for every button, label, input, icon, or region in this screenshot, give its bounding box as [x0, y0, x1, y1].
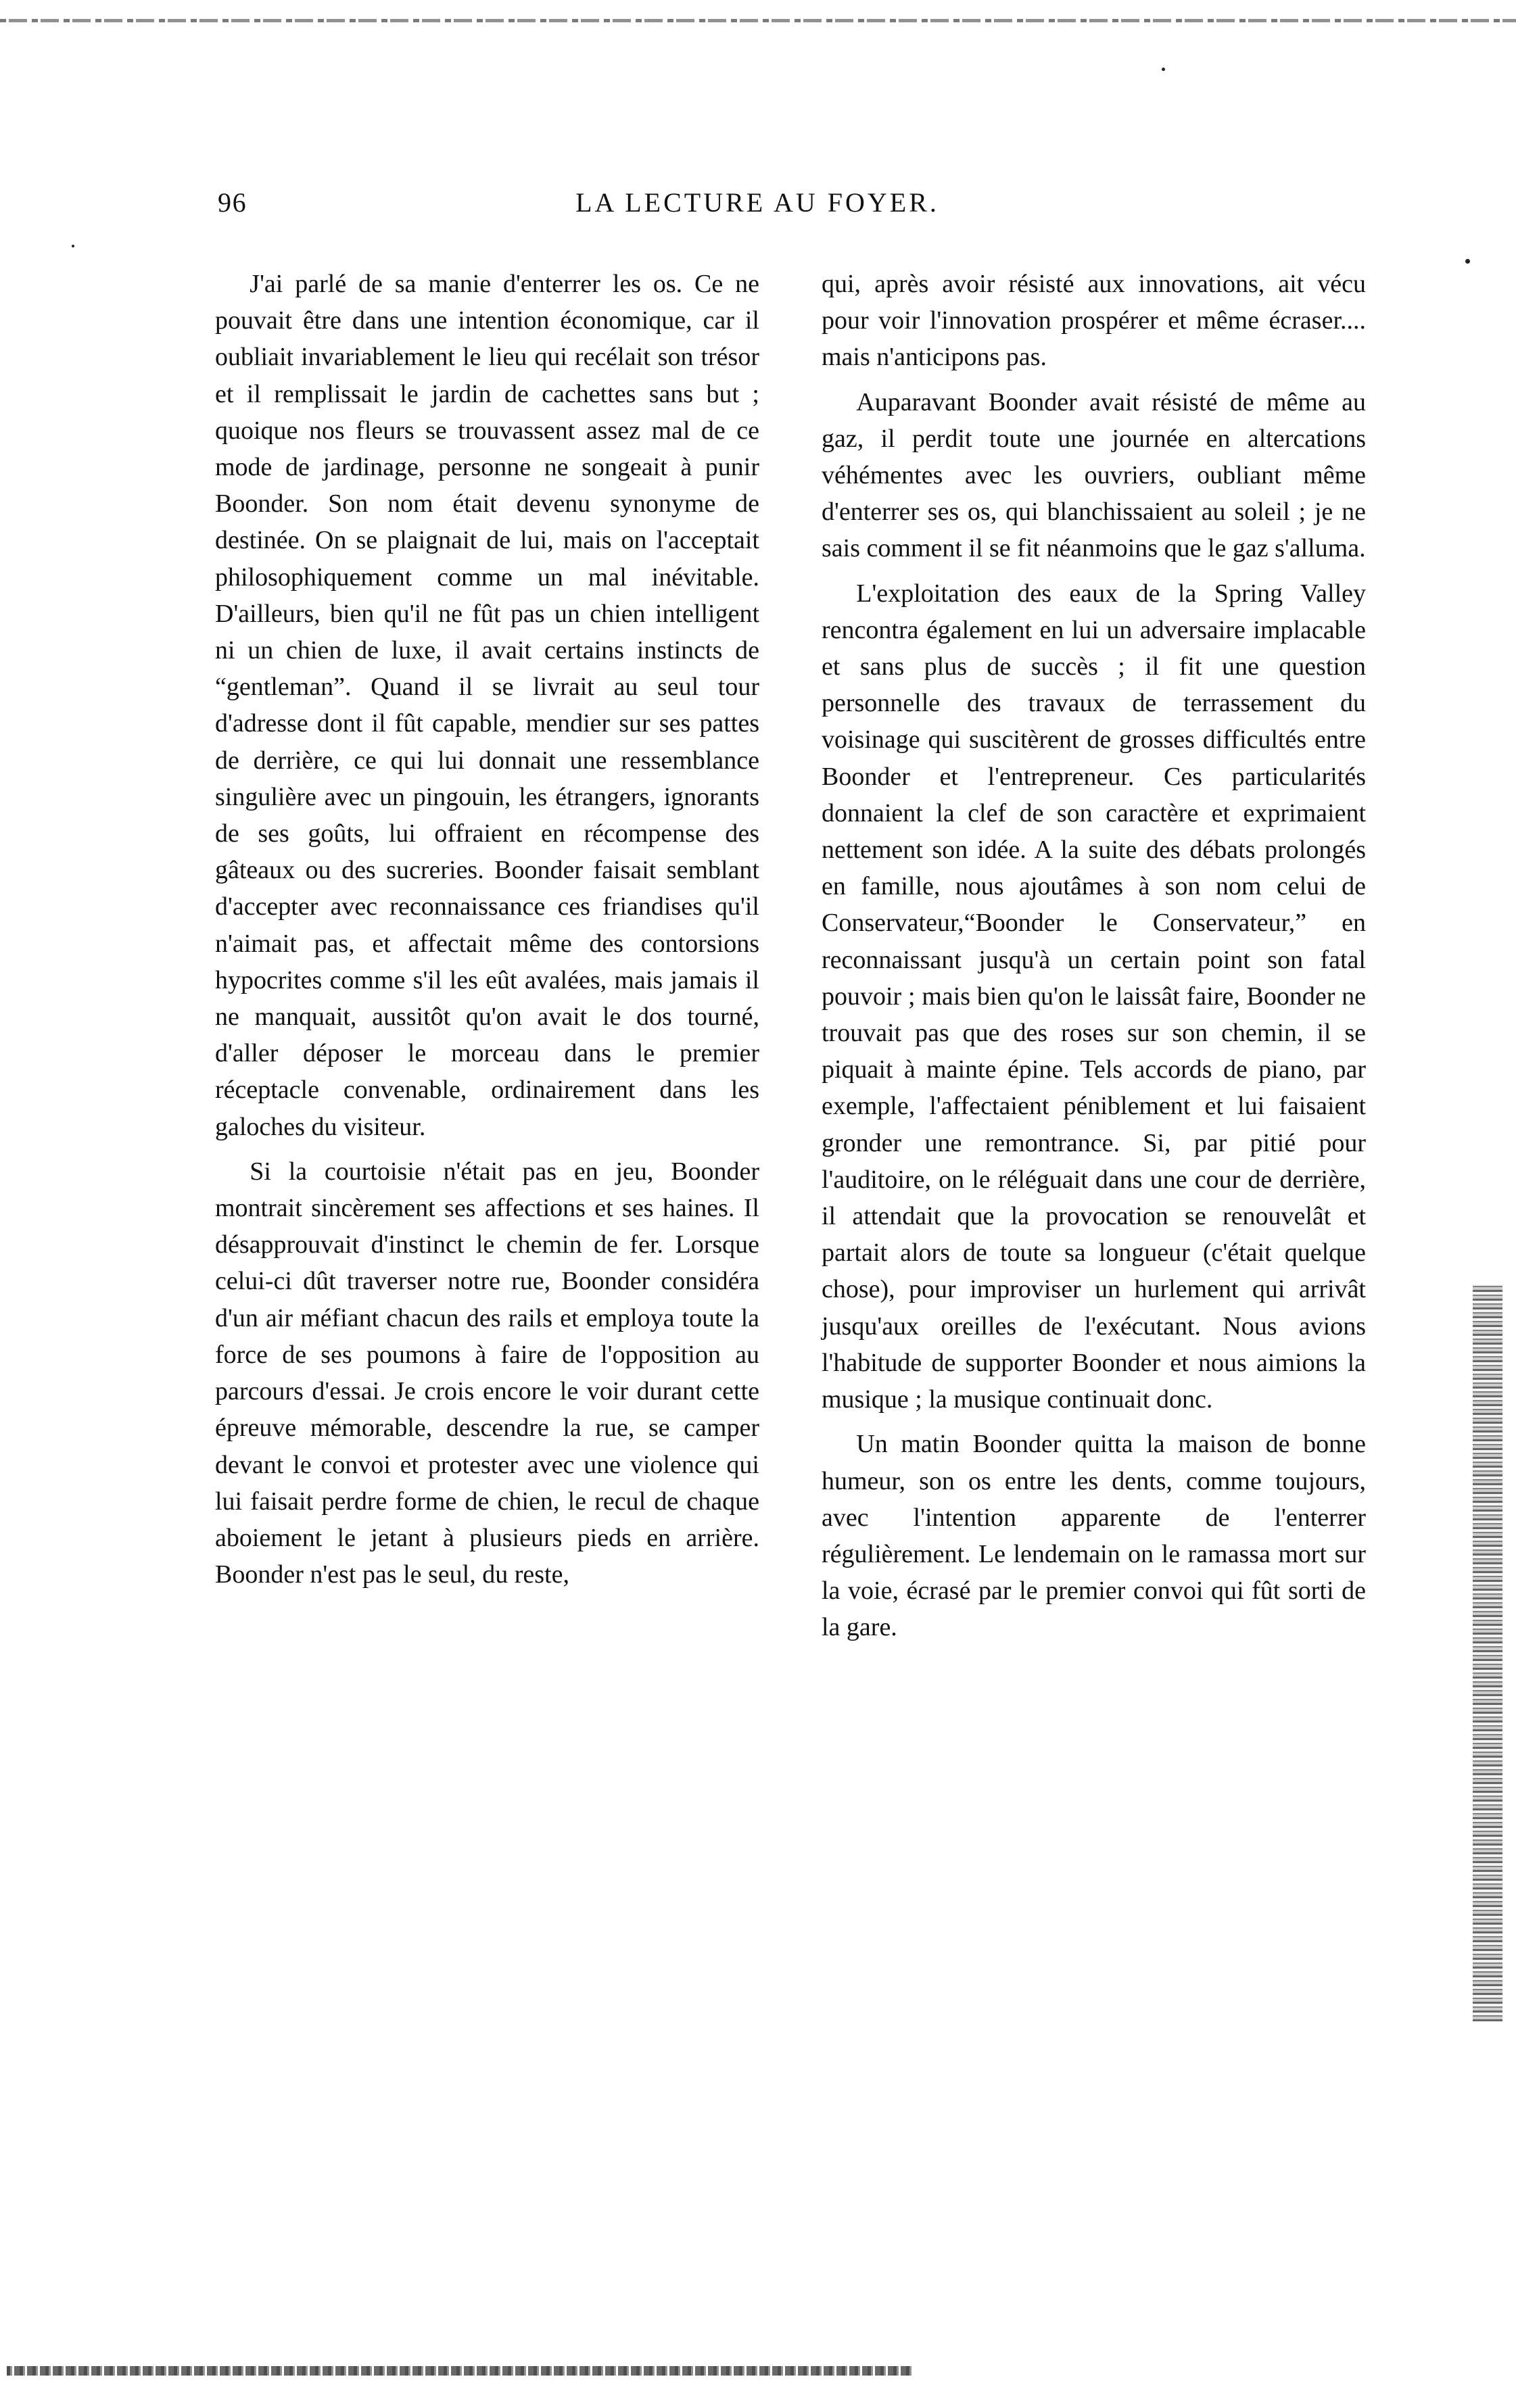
left-column	[215, 266, 759, 1601]
page-number: 96	[218, 187, 247, 218]
right-column	[822, 266, 1366, 1654]
paragraph: Si la courtoisie n'était pas en jeu, Boonder montrait sincèrement ses affections et ses haines. Il désapprouvait d'instinct le chemin de fer. Lorsque celui-ci dût traverser notre rue, Boonder considéra d'un air méfiant chacun des rails et employa toute la force de ses poumons à faire de l'opposition au parcours d'essai. Je crois encore le voir durant cette épreuve mémorable, descendre la rue, se camper devant le convoi et protester avec une violence qui lui faisait perdre forme de chien, le recul de chaque aboiement le jetant à plusieurs pieds en arrière. Boonder n'est pas le seul, du reste,	[215, 1157, 759, 1589]
paragraph: qui, après avoir résisté aux innovations, ait vécu pour voir l'innovation prospérer et même écraser.... mais n'anticipons pas.	[822, 270, 1366, 372]
bottom-edge-rule	[7, 2366, 913, 2376]
top-edge-rule	[0, 19, 1516, 22]
paragraph: L'exploitation des eaux de la Spring Valley rencontra également en lui un adversaire implacable et sans plus de succès ; il fit une question personnelle des travaux de terrassement du voisinage qui suscitèrent de grosses difficultés entre Boonder et l'entrepreneur. Ces particularités donnaient la clef de son caractère et exprimaient nettement son idée. A la suite des débats prolongés en famille, nous ajoutâmes à son nom celui de Conservateur,“Boonder le Conservateur,” en reconnaissant jusqu'à un certain point son fatal pouvoir ; mais bien qu'on le laissât faire, Boonder ne trouvait pas que des roses sur son chemin, il se piquait à mainte épine. Tels accords de piano, par exemple, l'affectaient péniblement et lui faisaient gronder une remontrance. Si, par pitié pour l'auditoire, on le réléguait dans une cour de derrière, il attendait que la provocation se renouvelât et partait alors de toute sa longueur (c'était quelque chose), pour improviser un hurlement qui arrivât jusqu'aux oreilles de l'exécutant. Nous avions l'habitude de supporter Boonder et nous aimions la musique ; la musique continuait donc.	[822, 579, 1366, 1414]
ink-speck	[1162, 68, 1165, 71]
paragraph: Un matin Boonder quitta la maison de bonne humeur, son os entre les dents, comme toujours, avec l'intention apparente de l'enterrer régulièrement. Le lendemain on le ramassa mort sur la voie, écrasé par le premier convoi qui fût sorti de la gare.	[822, 1430, 1366, 1642]
paragraph: Auparavant Boonder avait résisté de même au gaz, il perdit toute une journée en altercations véhémentes avec les ouvriers, oubliant même d'enterrer ses os, qui blanchissaient au soleil ; je ne sais comment il se fit néanmoins que le gaz s'alluma.	[822, 387, 1366, 563]
ink-speck	[1465, 259, 1470, 264]
running-title: LA LECTURE AU FOYER.	[575, 187, 939, 218]
scanned-page-edge	[1473, 1284, 1502, 2021]
ink-speck	[72, 245, 74, 247]
paragraph: J'ai parlé de sa manie d'enterrer les os. Ce ne pouvait être dans une intention économique, car il oubliait invariablement le lieu qui recélait son trésor et il remplissait le jardin de cachettes sans but ; quoique nos fleurs se trouvassent assez mal de ce mode de jardinage, personne ne songeait à punir Boonder. Son nom était devenu synonyme de destinée. On se plaignait de lui, mais on l'acceptait philosophiquement comme un mal inévitable. D'ailleurs, bien qu'il ne fût pas un chien intelligent ni un chien de luxe, il avait certains instincts de “gentleman”. Quand il se livrait au seul tour d'adresse dont il fût capable, mendier sur ses pattes de derrière, ce qui lui donnait une ressemblance singulière avec un pingouin, les étrangers, ignorants de ses goûts, lui offraient en récompense des gâteaux ou des sucreries. Boonder faisait semblant d'accepter avec reconnaissance ces friandises qu'il n'aimait pas, et affectait même des contorsions hypocrites comme s'il les eût avalées, mais jamais il ne manquait, aussitôt qu'on avait le dos tourné, d'aller déposer le morceau dans le premier réceptacle convenable, ordinairement dans les galoches du visiteur.	[215, 270, 759, 1141]
